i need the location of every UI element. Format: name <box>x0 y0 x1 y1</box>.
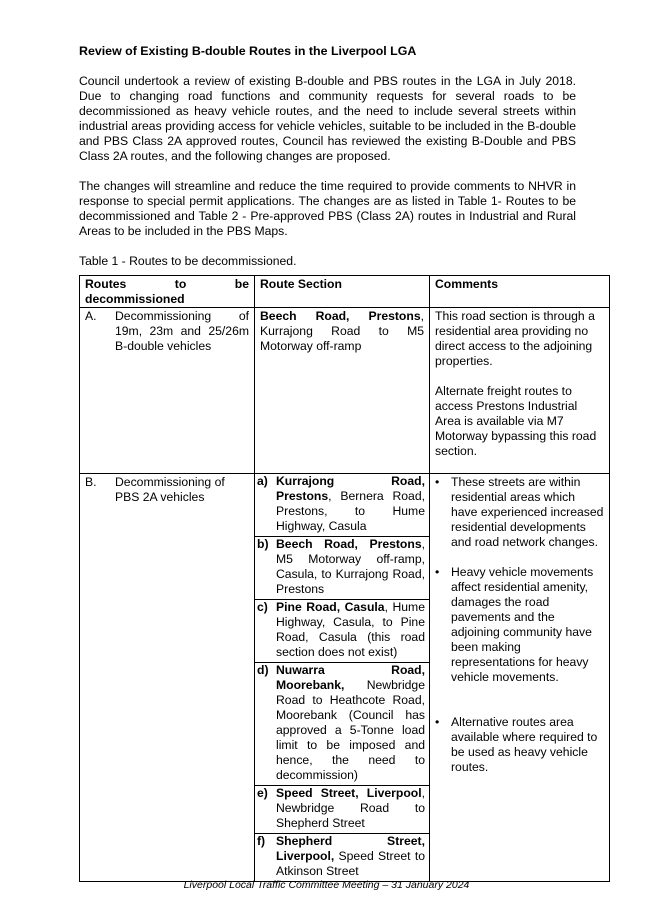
section-heading: Review of Existing B-double Routes in the Liverpool LGA <box>79 44 417 58</box>
list-item: • Heavy vehicle movements affect residential amenity, damages the road pavements and the adjoining community have been making representations for heavy vehicle movements. <box>435 565 594 684</box>
row-b-sections <box>255 474 430 882</box>
row-a-comment-2: Alternate freight routes to access Prestons Industrial Area is available via M7 Motorway bypassing this road section. <box>435 384 597 458</box>
table-header-row <box>80 276 610 308</box>
row-b-letter: B. <box>85 475 97 489</box>
routes-table <box>79 275 610 882</box>
bullet-icon: • <box>435 565 440 579</box>
row-b-description: Decommissioning of PBS 2A vehicles <box>115 475 225 504</box>
bullet-icon: • <box>435 715 440 729</box>
row-a-comment-1: This road section is through a residential area providing no direct access to the adjoining properties. <box>435 309 595 368</box>
row-a-letter: A. <box>85 309 97 323</box>
row-a-route <box>80 308 255 474</box>
route-section-item: f) Shepherd Street, Liverpool, Speed Street to Atkinson Street <box>257 834 425 878</box>
changes-paragraph: The changes will streamline and reduce the time required to provide comments to NHVR in response to special permit applications. The changes are as listed in Table 1- Routes to be decommissioned and Table 2 - Pre-approved PBS (Class 2A) routes in Industrial and Rural Areas to be included in the PBS Maps. <box>79 179 576 238</box>
row-a-description: Decommissioning of 19m, 23m and 25/26m B-double vehicles <box>115 309 249 353</box>
row-a-section-extent: , Kurrajong Road to M5 Motorway off-ramp <box>260 309 424 353</box>
table-caption: Table 1 - Routes to be decommissioned. <box>79 254 297 268</box>
page-footer: Liverpool Local Traffic Committee Meeting – 31 January 2024 <box>183 879 470 891</box>
table-row <box>80 308 610 474</box>
list-item: • Alternative routes area available where required to be used as heavy vehicle routes. <box>435 715 598 774</box>
route-section-item: b) Beech Road, Prestons, M5 Motorway off-ramp, Casula, to Kurrajong Road, Prestons <box>255 537 429 600</box>
table-row <box>80 474 610 882</box>
header-routes: Routes to be decommissioned <box>80 276 255 308</box>
row-a-comments <box>430 308 610 474</box>
row-b-comments <box>430 474 610 882</box>
bullet-icon: • <box>435 475 440 489</box>
intro-paragraph: Council undertook a review of existing B-double and PBS routes in the LGA in July 2018. Due to changing road functions and community requests for several roads to be decommissioned as heavy vehicle routes, and the need to include several streets within industrial areas providing access for vehicle vehicles, suitable to be included in the B-double and PBS Class 2A approved routes, Council has reviewed the existing B-Double and PBS Class 2A routes, and the following changes are proposed. <box>79 74 576 163</box>
route-section-item: d) Nuwarra Road, Moorebank, Newbridge Road to Heathcote Road, Moorebank (Council has approved a 5-Tonne load limit to be imposed and hence, the need to decommission) <box>255 663 429 786</box>
document-page <box>79 44 604 882</box>
list-item: • These streets are within residential areas which have experienced increased residential developments and road network changes. <box>435 475 604 549</box>
row-a-section-road: Beech Road, Prestons <box>260 309 421 323</box>
header-route-section: Route Section <box>255 276 430 308</box>
header-comments: Comments <box>430 276 610 308</box>
route-section-item: e) Speed Street, Liverpool, Newbridge Road to Shepherd Street <box>255 786 429 834</box>
route-section-item: a) Kurrajong Road, Prestons, Bernera Road, Prestons, to Hume Highway, Casula <box>255 474 429 537</box>
row-a-section <box>255 308 430 474</box>
route-section-item: c) Pine Road, Casula, Hume Highway, Casula, to Pine Road, Casula (this road section does not exist) <box>255 600 429 663</box>
row-b-route <box>80 474 255 882</box>
